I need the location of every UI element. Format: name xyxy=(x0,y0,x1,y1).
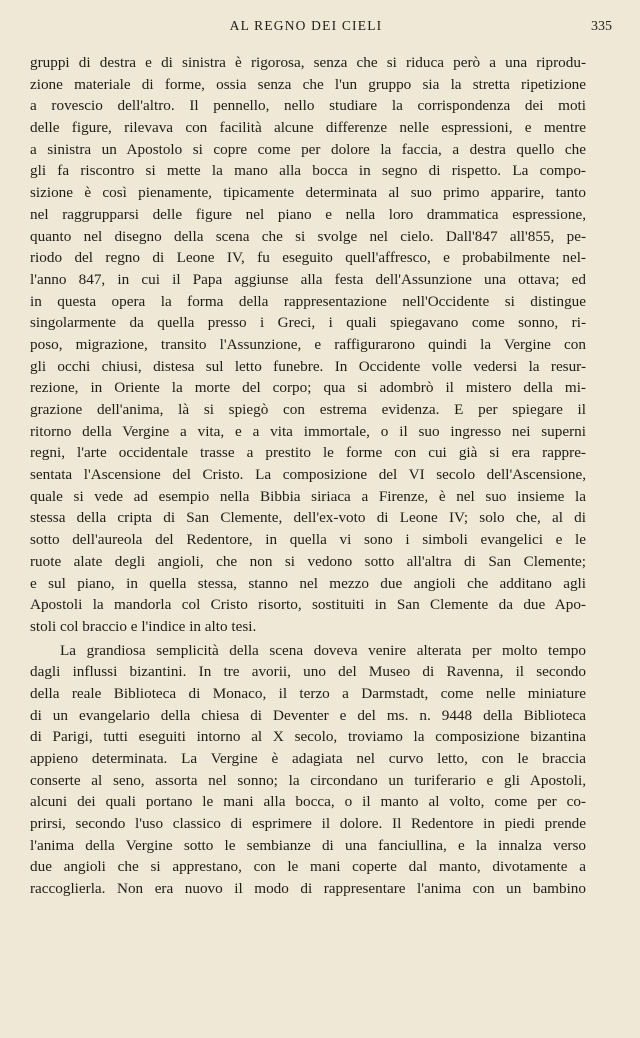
text-line: raccoglierla. Non era nuovo il modo di rappresentare l'anima con un bambino xyxy=(30,880,586,898)
text-line: due angioli che si apprestano, con le mani coperte dal manto, divotamente a xyxy=(30,858,586,876)
text-line: sotto dell'aureola del Redentore, in quella vi sono i simboli evangelici e le xyxy=(30,531,586,549)
text-line: in questa opera la forma della rappresentazione nell'Occidente si distingue xyxy=(30,292,586,310)
text-line: delle figure, rilevava con facilità alcune differenze nelle espressioni, e mentre xyxy=(30,119,586,137)
text-line: conserte al seno, assorta nel sonno; la circondano un turiferario e gli Apostoli, xyxy=(30,771,586,789)
paragraph-2 xyxy=(30,640,586,900)
text-line: gli fa riscontro si mette la mano alla bocca in segno di rispetto. La compo- xyxy=(30,162,586,180)
running-head xyxy=(0,18,640,38)
text-line: di Parigi, tutti eseguiti intorno al X secolo, troviamo la composizione bizantina xyxy=(30,728,586,746)
text-line: zione materiale di forme, ossia senza che l'un gruppo sia la stretta ripetizione xyxy=(30,75,586,93)
text-line: stessa della cripta di San Clemente, dell'ex-voto di Leone IV; solo che, al di xyxy=(30,509,586,527)
text-line: quanto nel disegno della scena che si svolge nel cielo. Dall'847 all'855, pe- xyxy=(30,227,586,245)
text-line: sentata l'Ascensione del Cristo. La composizione del VI secolo dell'Ascensione, xyxy=(30,466,586,484)
text-line: ruote alate degli angioli, che non si vedono sotto all'altra di San Clemente; xyxy=(30,552,586,570)
text-line: sizione è così pienamente, tipicamente determinata al suo primo apparire, tanto xyxy=(30,184,586,202)
text-line: regni, l'arte occidentale trasse a prestito le forme con cui già si era rappre- xyxy=(30,444,586,462)
body-text xyxy=(30,52,586,900)
text-line: a rovescio dell'altro. Il pennello, nello studiare la corrispondenza dei moti xyxy=(30,97,586,115)
page-number: 335 xyxy=(591,19,612,34)
text-line: dagli influssi bizantini. In tre avorii, uno del Museo di Ravenna, il secondo xyxy=(30,663,586,681)
text-line: della reale Biblioteca di Monaco, il terzo a Darmstadt, come nelle miniature xyxy=(30,684,586,702)
text-line: e sul piano, in quella stessa, stanno nel mezzo due angioli che additano agli xyxy=(30,574,586,592)
text-line: prirsi, secondo l'uso classico di esprimere il dolore. Il Redentore in piedi prende xyxy=(30,815,586,833)
text-line: poso, migrazione, transito l'Assunzione, e raffigurarono quindi la Vergine con xyxy=(30,335,586,353)
text-line: nel raggrupparsi delle figure nel piano e nella loro drammatica espressione, xyxy=(30,205,586,223)
text-line: ritorno della Vergine a vita, e a vita immortale, o il suo ingresso nei superni xyxy=(30,422,586,440)
text-line: singolarmente da quella presso i Greci, i quali spiegavano come sonno, ri- xyxy=(30,314,586,332)
text-line: appieno determinata. La Vergine è adagiata nel curvo letto, con le braccia xyxy=(30,750,586,767)
text-line: gli occhi chiusi, distesa sul letto funebre. In Occidente volle vedersi la resur- xyxy=(30,357,586,375)
text-line: quale si vede ad esempio nella Bibbia siriaca a Firenze, è nel suo insieme la xyxy=(30,487,586,505)
text-line: l'anima della Vergine sotto le sembianze di una fanciullina, e la innalza verso xyxy=(30,836,586,854)
text-line: l'anno 847, in cui il Papa aggiunse alla festa dell'Assunzione una ottava; ed xyxy=(30,270,586,288)
text-line: alcuni dei quali portano le mani alla bocca, o il manto al volto, come per co- xyxy=(30,793,586,811)
running-title: AL REGNO DEI CIELI xyxy=(229,18,383,33)
text-line: La grandiosa semplicità della scena doveva venire alterata per molto tempo xyxy=(60,641,586,659)
text-line: a sinistra un Apostolo si copre come per dolore la faccia, a destra quello che xyxy=(30,140,586,158)
paragraph-1 xyxy=(30,52,586,638)
text-line: gruppi di destra e di sinistra è rigorosa, senza che si riduca però a una riprodu- xyxy=(30,54,586,71)
text-line: stoli col braccio e l'indice in alto tesi. xyxy=(30,617,257,635)
text-line: riodo del regno di Leone IV, fu eseguito quell'affresco, e probabilmente nel- xyxy=(30,249,586,267)
text-line: Apostoli la mandorla col Cristo risorto, sostituiti in San Clemente da due Apo- xyxy=(30,596,586,614)
text-line: grazione dell'anima, là si spiegò con estrema evidenza. E per spiegare il xyxy=(30,401,586,418)
text-line: rezione, in Oriente la morte del corpo; qua si adombrò il mistero della mi- xyxy=(30,379,586,397)
text-line: di un evangelario della chiesa di Deventer e del ms. n. 9448 della Biblioteca xyxy=(30,706,586,724)
